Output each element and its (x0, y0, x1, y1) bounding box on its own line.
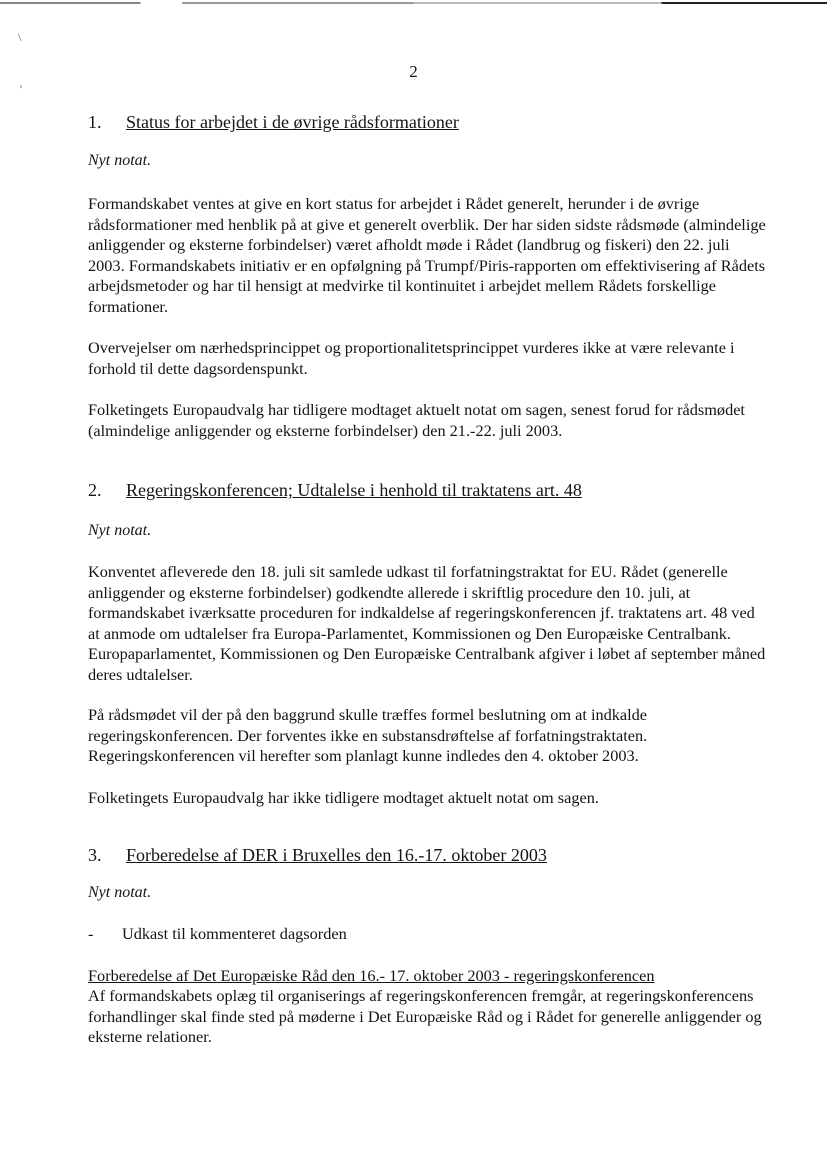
bullet-dash: - (88, 924, 94, 943)
bullet-item (88, 924, 347, 944)
section-note: Nyt notat. (88, 884, 152, 901)
section-1-heading (88, 112, 459, 133)
section-number: 1. (88, 112, 102, 132)
scan-mark: ' (20, 82, 23, 96)
paragraph: Folketingets Europaudvalg har ikke tidligere modtaget aktuelt notat om sagen. (88, 788, 599, 807)
scan-mark: \ (18, 30, 22, 44)
paragraph: Af formandskabets oplæg til organiserings af regeringskonferencen fremgår, at regeringskonferencens forhandlinger skal finde sted på møderne i Det Europæiske Råd og i Rådet for generelle anliggender og eksterne relationer. (88, 986, 762, 1046)
paragraph: Folketingets Europaudvalg har tidligere modtaget aktuelt notat om sagen, senest forud for rådsmødet (almindelige anliggender og eksterne forbindelser) den 21.-22. juli 2003. (88, 400, 745, 440)
section-title: Regeringskonferencen; Udtalelse i henhold til traktatens art. 48 (126, 480, 582, 500)
section-note: Nyt notat. (88, 152, 152, 169)
paragraph: Overvejelser om nærhedsprincippet og proportionalitetsprincippet vurderes ikke at være relevante i forhold til dette dagsordenspunkt. (88, 338, 735, 378)
paragraph: Formandskabet ventes at give en kort status for arbejdet i Rådet generelt, herunder i de øvrige rådsformationer med henblik på at give et generelt overblik. Der har siden sidste rådsmøde (almindelige anliggender og eksterne forbindelser) været afholdt møde i Rådet (landbrug og fiskeri) den 22. juli 2003. Formandskabets initiativ er en opfølgning på Trumpf/Piris-rapporten om effektivisering af Rådets arbejdsmetoder og har til hensigt at medvirke til kontinuitet i arbejdet mellem Rådets forskellige formationer. (88, 194, 766, 316)
section-2-heading (88, 480, 582, 501)
section-title: Status for arbejdet i de øvrige rådsformationer (126, 112, 459, 132)
section-3-heading (88, 845, 547, 866)
bullet-text: Udkast til kommenteret dagsorden (122, 924, 347, 943)
page-number: 2 (409, 62, 418, 81)
section-note: Nyt notat. (88, 522, 152, 539)
section-number: 3. (88, 845, 102, 865)
subheading: Forberedelse af Det Europæiske Råd den 16.- 17. oktober 2003 - regeringskonferencen (88, 966, 655, 985)
paragraph: Konventet afleverede den 18. juli sit samlede udkast til forfatningstraktat for EU. Rådet (generelle anliggender og eksterne forbindelser) godkendte allerede i skriftlig procedure den 10. juli, at formandskabet iværksatte proceduren for indkaldelse af regeringskonferencen jf. traktatens art. 48 ved at anmode om udtalelser fra Europa-Parlamentet, Kommissionen og Den Europæiske Centralbank. Europaparlamentet, Kommissionen og Den Europæiske Centralbank afgiver i løbet af september måned deres udtalelser. (88, 562, 766, 684)
paragraph: På rådsmødet vil der på den baggrund skulle træffes formel beslutning om at indkalde regeringskonferencen. Der forventes ikke en substansdrøftelse af forfatningstraktaten. Regeringskonferencen vil herefter som planlagt kunne indledes den 4. oktober 2003. (88, 705, 648, 765)
scan-top-line (0, 2, 827, 4)
section-title: Forberedelse af DER i Bruxelles den 16.-17. oktober 2003 (126, 845, 547, 865)
section-number: 2. (88, 480, 102, 500)
